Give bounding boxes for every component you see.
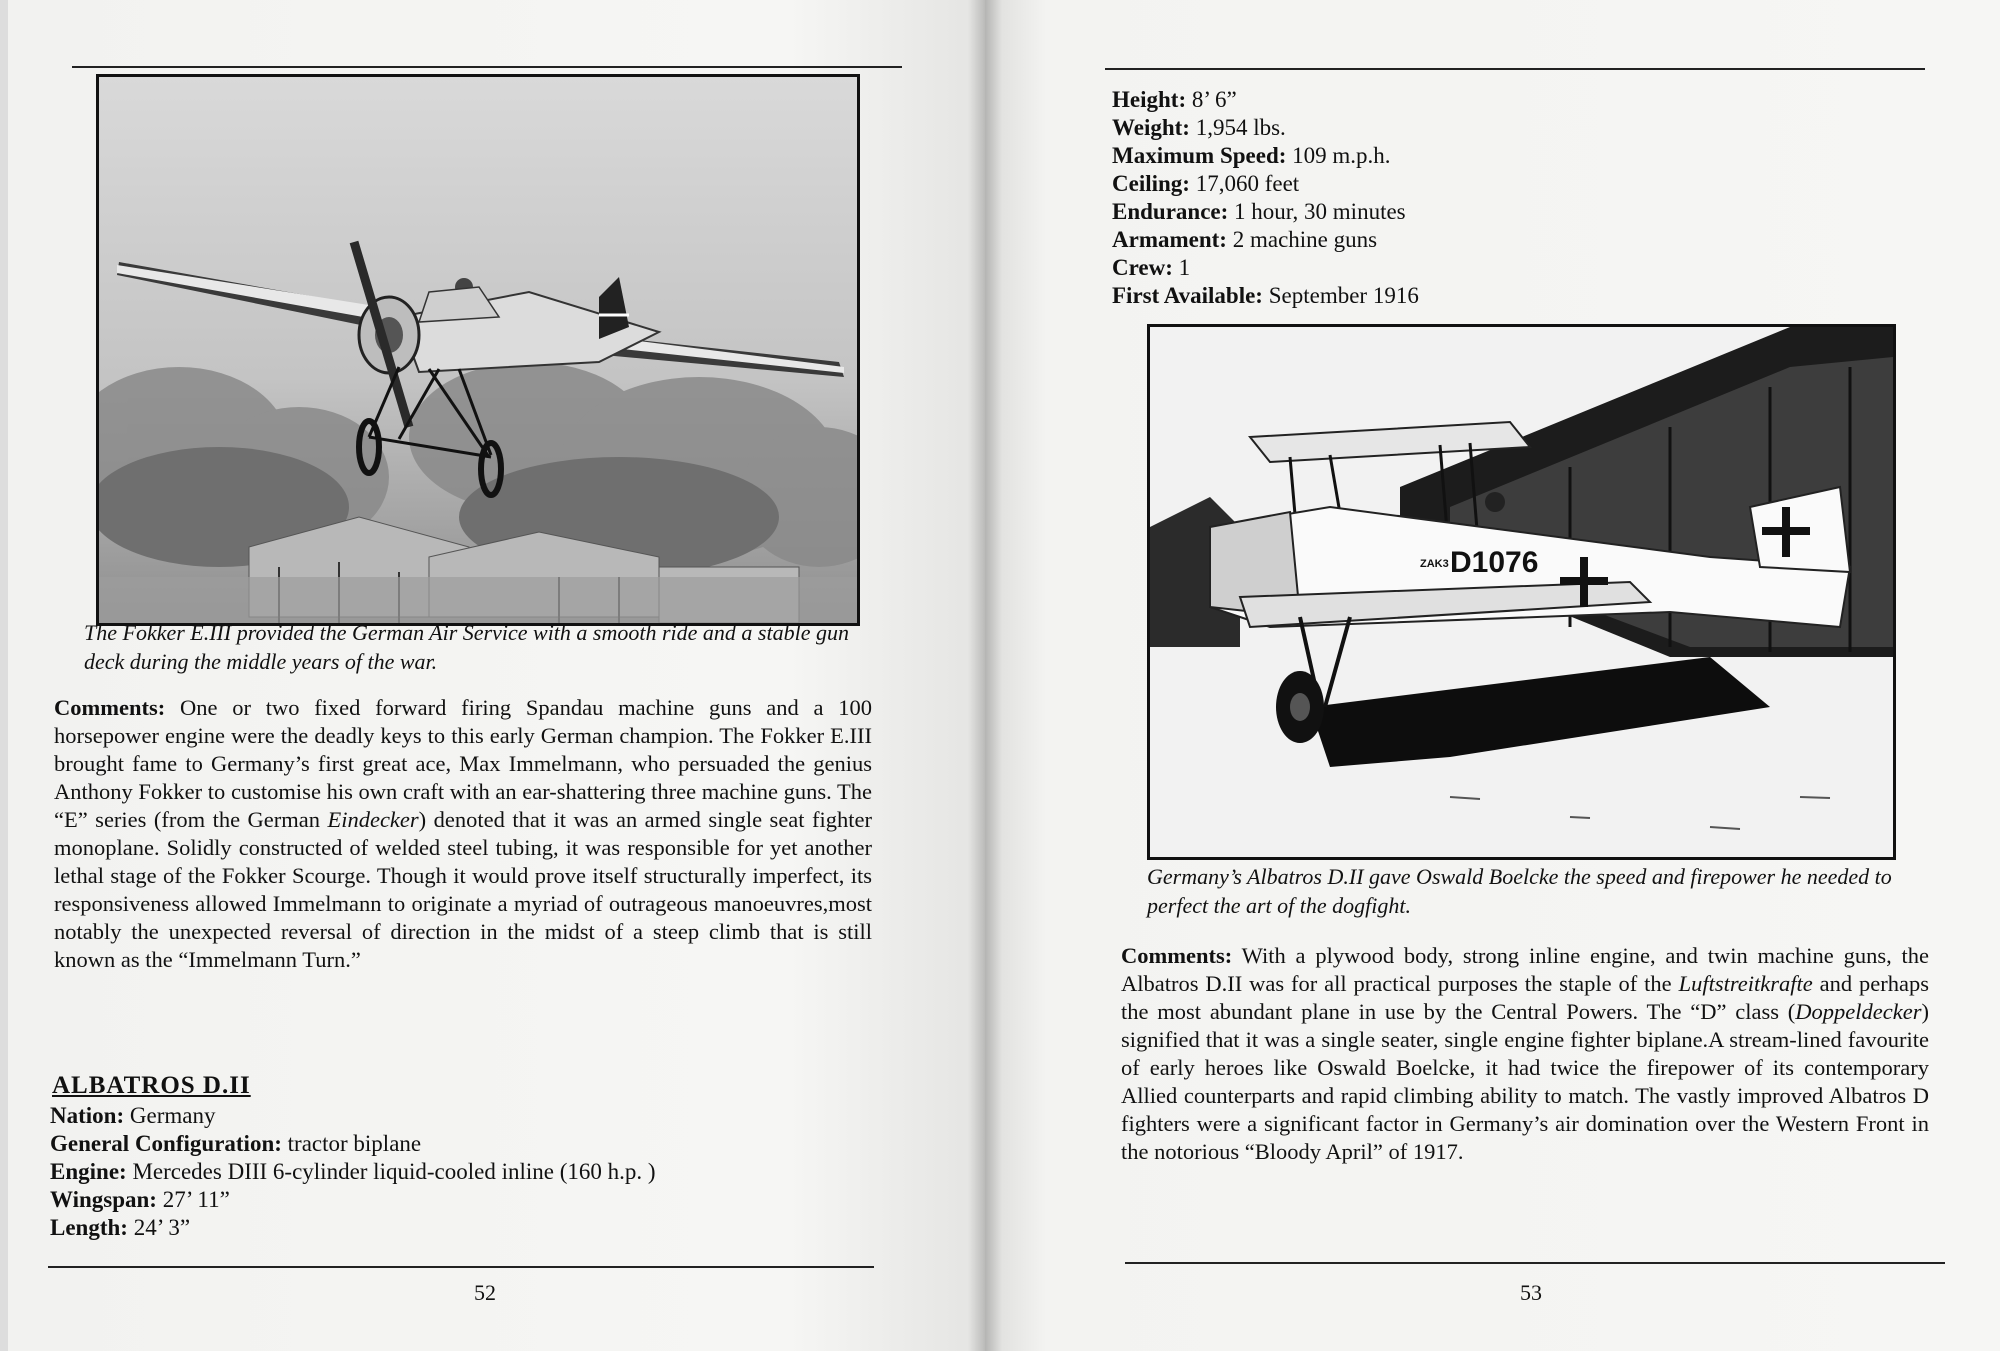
spec-label: Crew: [1112,255,1173,280]
fokker-photo-illustration [99,77,857,623]
spec-label: Wingspan: [50,1187,157,1212]
albatros-spec-list-part1 [50,1102,910,1242]
fokker-photo-caption: The Fokker E.III provided the German Air Service with a smooth ride and a stable gun deck during the middle years of the war. [84,620,849,674]
spec-value: 1,954 lbs. [1195,115,1286,140]
spec-row [1112,142,1972,170]
spec-row [50,1102,910,1130]
spec-row [1112,86,1972,114]
bottom-rule [48,1266,874,1268]
comments-italic-term-2: Doppeldecker [1795,999,1922,1024]
bottom-rule [1125,1262,1945,1264]
spec-label: Ceiling: [1112,171,1190,196]
book-gutter [968,0,1002,1351]
spec-label: Engine: [50,1159,127,1184]
albatros-photo-caption: Germany’s Albatros D.II gave Oswald Boelcke the speed and firepower he needed to perfect the art of the dogfight. [1147,864,1892,918]
spec-value: 8’ 6” [1191,87,1237,112]
comments-italic-term: Eindecker [327,807,419,832]
spec-value: Mercedes DIII 6-cylinder liquid-cooled inline (160 h.p. ) [132,1159,656,1184]
spec-value: 17,060 feet [1195,171,1300,196]
top-rule [1105,68,1925,70]
spec-row [1112,114,1972,142]
aircraft-registration: D1076 [1450,546,1539,579]
albatros-comments [1121,942,1929,1166]
spec-value: 24’ 3” [133,1215,191,1240]
comments-text-continued: and perhaps the most abundant plane in use by the Central Powers. The “D” class ( [1121,971,1929,1024]
spec-label: Nation: [50,1103,125,1128]
right-page [985,0,2000,1351]
comments-text: One or two fixed forward firing Spandau machine guns and a 100 horsepower engine were the deadly keys to this early German champion. The Fokker E.III brought fame to Germany’s first great ace, Max Immelmann, who persuaded the genius Anthony Fokker to customise his own craft with an ear-shattering three machine guns. The “E” series (from the German [54,695,873,832]
spec-label: Maximum Speed: [1112,143,1287,168]
spec-label: Length: [50,1215,128,1240]
albatros-photo-illustration [1150,327,1893,857]
comments-text-end: ) signified that it was a single seater, single engine fighter biplane.A stream-lined favourite of early heroes like Oswald Boelcke, it had twice the firepower of its contemporary Allied counterparts and rapid climbing ability to match. The vastly improved Albatros D fighters were a significant factor in Germany’s air domination over the Western Front in the notorious “Bloody April” of 1917. [1121,999,1929,1164]
albatros-photo [1147,324,1896,860]
spec-label: First Available: [1112,283,1263,308]
spec-row [1112,198,1972,226]
spec-row [1112,254,1972,282]
albatros-spec-list-part2 [1112,86,1972,310]
left-page [0,0,985,1351]
spec-value: September 1916 [1268,283,1419,308]
aircraft-marking-small: ZAK3 [1420,558,1449,570]
spec-value: 27’ 11” [162,1187,230,1212]
comments-label: Comments: [1121,943,1233,968]
spec-label: General Configuration: [50,1131,282,1156]
spec-label: Height: [1112,87,1187,112]
spec-label: Armament: [1112,227,1227,252]
spec-value: tractor biplane [287,1131,422,1156]
spec-value: 2 machine guns [1232,227,1378,252]
spec-row [50,1214,910,1242]
fokker-comments [54,694,872,974]
comments-text-continued: ) denoted that it was an armed single seat fighter monoplane. Solidly constructed of welded steel tubing, it was responsible for yet another lethal stage of the Fokker Scourge. Though it would prove itself structurally imperfect, its responsiveness allowed Immelmann to originate a myriad of outrageous manoeuvres,most notably the unexpected reversal of direction in the midst of a steep climb that is still known as the “Immelmann Turn.” [54,807,872,972]
comments-label: Comments: [54,695,166,720]
section-heading: ALBATROS D.II [52,1072,251,1099]
spec-value: 109 m.p.h. [1292,143,1391,168]
page-number: 53 [1520,1280,1542,1305]
comments-text: With a plywood body, strong inline engine, and twin machine guns, the Albatros D.II was for all practical purposes the staple of the [1121,943,1930,996]
page-edge [0,0,8,1351]
spec-value: 1 hour, 30 minutes [1234,199,1406,224]
spec-row [1112,170,1972,198]
spec-row [1112,226,1972,254]
spec-row [50,1186,910,1214]
spec-row [50,1158,910,1186]
spec-row [1112,282,1972,310]
comments-italic-term: Luftstreitkrafte [1678,971,1813,996]
spec-value: 1 [1178,255,1191,280]
spec-label: Endurance: [1112,199,1229,224]
spec-row [50,1130,910,1158]
spec-value: Germany [129,1103,216,1128]
fokker-photo [96,74,860,626]
page-number: 52 [474,1280,496,1305]
top-rule [72,66,902,68]
spec-label: Weight: [1112,115,1190,140]
